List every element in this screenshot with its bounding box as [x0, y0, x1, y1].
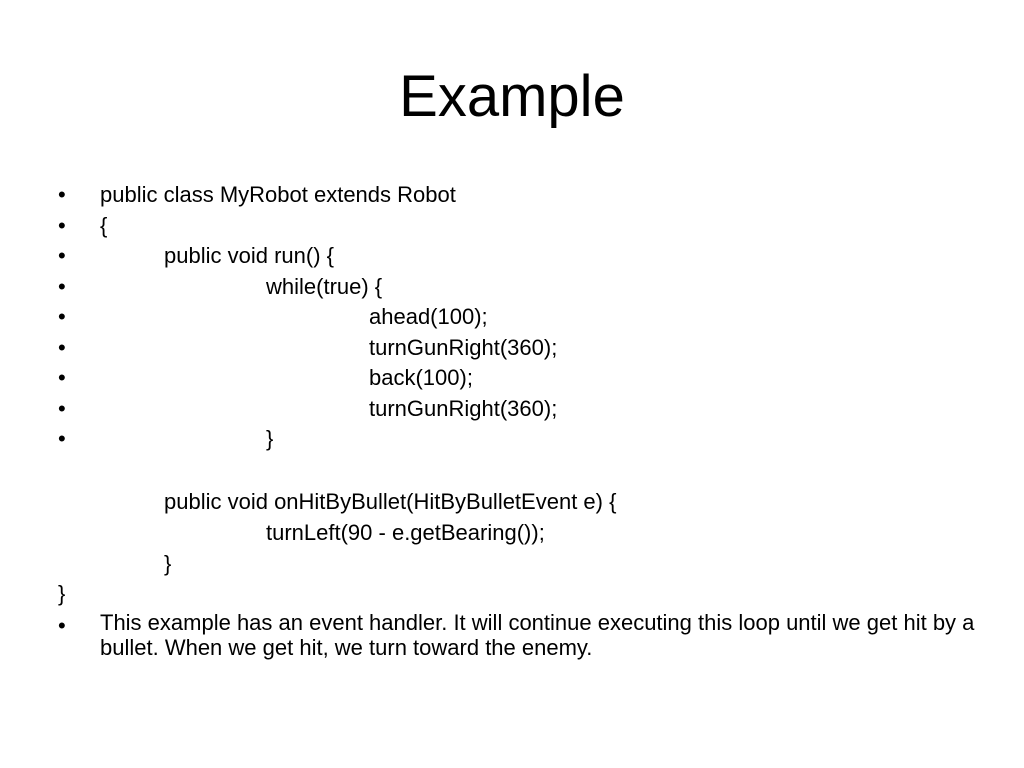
code-line	[0, 393, 1000, 424]
bullet-marker: •	[58, 335, 66, 360]
code-text: public void onHitByBullet(HitByBulletEvent e) {	[164, 489, 617, 514]
code-line	[0, 423, 1000, 454]
code-line	[0, 548, 1000, 579]
code-text: public class MyRobot extends Robot	[100, 182, 456, 207]
code-line	[0, 210, 1000, 241]
bullet-marker: •	[58, 274, 66, 299]
code-text: }	[164, 551, 172, 576]
code-line	[0, 240, 1000, 271]
code-text: }	[58, 581, 66, 606]
bullet-marker: •	[58, 304, 66, 329]
code-line	[0, 486, 1000, 517]
bullet-marker: •	[58, 182, 66, 207]
bullet-marker: •	[58, 365, 66, 390]
code-text: ahead(100);	[369, 304, 488, 329]
code-text: while(true) {	[266, 274, 383, 299]
bullet-marker: •	[58, 613, 66, 638]
code-text: public void run() {	[164, 243, 334, 268]
description-text: This example has an event handler. It will continue executing this loop until we get hit by a bullet. When we get hit, we turn toward the enemy.	[100, 610, 975, 660]
code-line	[0, 517, 1000, 548]
bullet-marker: •	[58, 396, 66, 421]
code-text: turnGunRight(360);	[369, 335, 558, 360]
code-line	[0, 179, 1000, 210]
code-line	[0, 301, 1000, 332]
code-text: back(100);	[369, 365, 473, 390]
slide-title: Example	[399, 64, 625, 129]
bullet-marker: •	[58, 243, 66, 268]
code-line	[0, 332, 1000, 363]
bullet-marker: •	[58, 426, 66, 451]
bullet-marker: •	[58, 213, 66, 238]
code-line	[0, 362, 1000, 393]
code-text: turnGunRight(360);	[369, 396, 558, 421]
code-line	[0, 578, 1000, 609]
code-text: }	[266, 426, 274, 451]
code-text: {	[100, 213, 108, 238]
code-text: turnLeft(90 - e.getBearing());	[266, 520, 545, 545]
code-line	[0, 271, 1000, 302]
